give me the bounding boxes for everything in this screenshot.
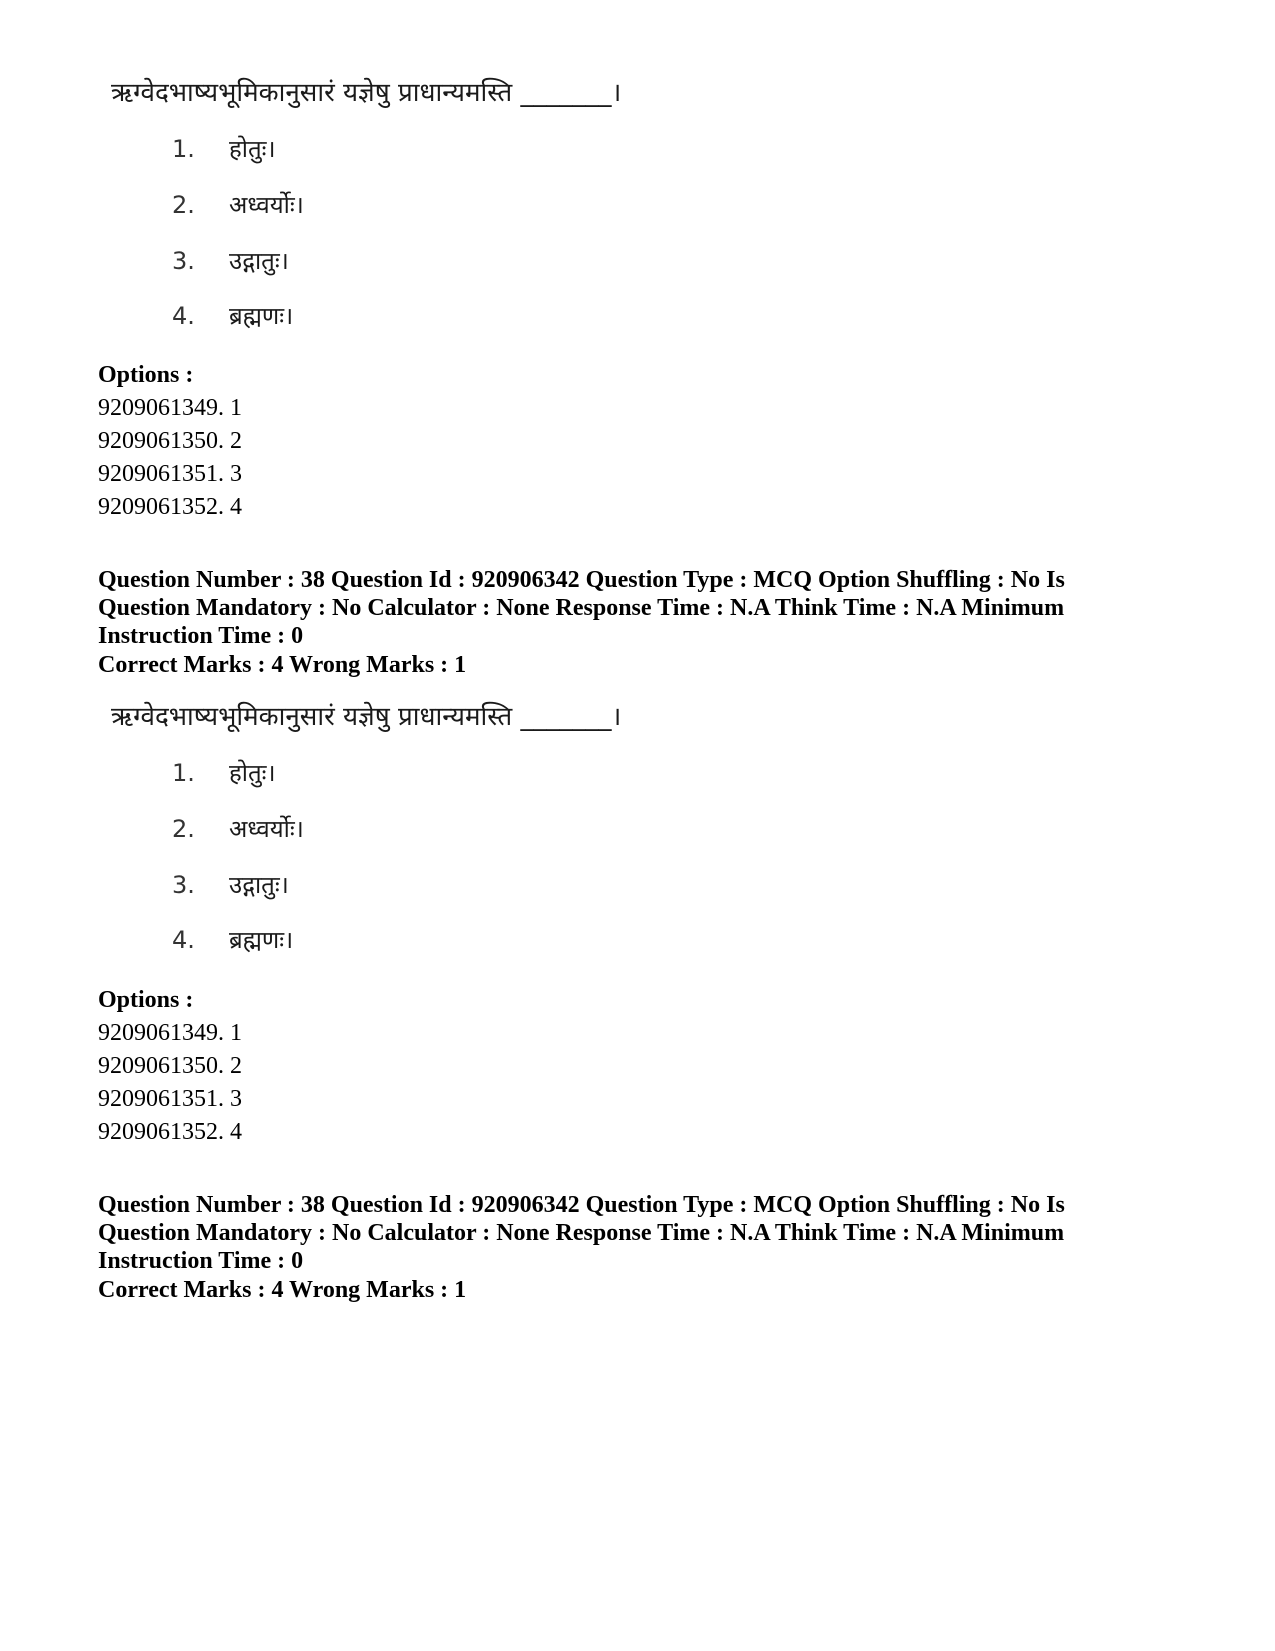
choice-text: होतुः। [229, 759, 276, 787]
choice-3 [172, 870, 289, 901]
marks-line: Correct Marks : 4 Wrong Marks : 1 [98, 652, 467, 678]
choice-text: ब्रह्मणः। [229, 926, 294, 954]
choice-text: ब्रह्मणः। [229, 302, 294, 330]
choice-text: उद्गातुः। [229, 247, 289, 275]
choice-2 [172, 190, 304, 221]
option-item: 9209061350. 2 [98, 428, 242, 454]
option-item: 9209061350. 2 [98, 1053, 242, 1079]
choice-number: 1. [172, 135, 195, 163]
question-image [0, 700, 1275, 990]
options-label: Options : [98, 362, 194, 388]
option-item: 9209061349. 1 [98, 1020, 242, 1046]
choice-text: होतुः। [229, 135, 276, 163]
question-stem: ऋग्वेदभाष्यभूमिकानुसारं यज्ञेषु प्राधान्यमस्ति _______। [111, 78, 622, 108]
choice-number: 4. [172, 926, 195, 954]
question-meta [98, 1191, 1098, 1275]
meta-line: Question Number : 38 Question Id : 920906342 Question Type : MCQ Option Shuffling : No Is [98, 1192, 1065, 1218]
meta-line: Instruction Time : 0 [98, 1248, 304, 1274]
choice-number: 4. [172, 302, 195, 330]
choice-number: 2. [172, 191, 195, 219]
options-label: Options : [98, 987, 194, 1013]
question-image [0, 76, 1275, 366]
choice-1 [172, 134, 276, 165]
question-meta [98, 566, 1098, 650]
option-item: 9209061349. 1 [98, 395, 242, 421]
question-stem: ऋग्वेदभाष्यभूमिकानुसारं यज्ञेषु प्राधान्यमस्ति _______। [111, 702, 622, 732]
choice-number: 3. [172, 871, 195, 899]
option-item: 9209061352. 4 [98, 494, 242, 520]
choice-text: अध्वर्योः। [229, 191, 304, 219]
choice-number: 3. [172, 247, 195, 275]
meta-line: Instruction Time : 0 [98, 623, 304, 649]
choice-3 [172, 246, 289, 277]
meta-line: Question Mandatory : No Calculator : None Response Time : N.A Think Time : N.A Minimum [98, 1220, 1065, 1246]
option-item: 9209061351. 3 [98, 461, 242, 487]
choice-4 [172, 301, 293, 332]
choice-4 [172, 925, 293, 956]
question-block-1 [0, 76, 1275, 366]
choice-2 [172, 814, 304, 845]
choice-text: अध्वर्योः। [229, 815, 304, 843]
choice-number: 1. [172, 759, 195, 787]
choice-1 [172, 758, 276, 789]
meta-line: Question Number : 38 Question Id : 920906342 Question Type : MCQ Option Shuffling : No Is [98, 567, 1065, 593]
choice-number: 2. [172, 815, 195, 843]
question-block-2 [0, 700, 1275, 990]
meta-line: Question Mandatory : No Calculator : None Response Time : N.A Think Time : N.A Minimum [98, 595, 1065, 621]
marks-line: Correct Marks : 4 Wrong Marks : 1 [98, 1277, 467, 1303]
option-item: 9209061351. 3 [98, 1086, 242, 1112]
option-item: 9209061352. 4 [98, 1119, 242, 1145]
choice-text: उद्गातुः। [229, 871, 289, 899]
